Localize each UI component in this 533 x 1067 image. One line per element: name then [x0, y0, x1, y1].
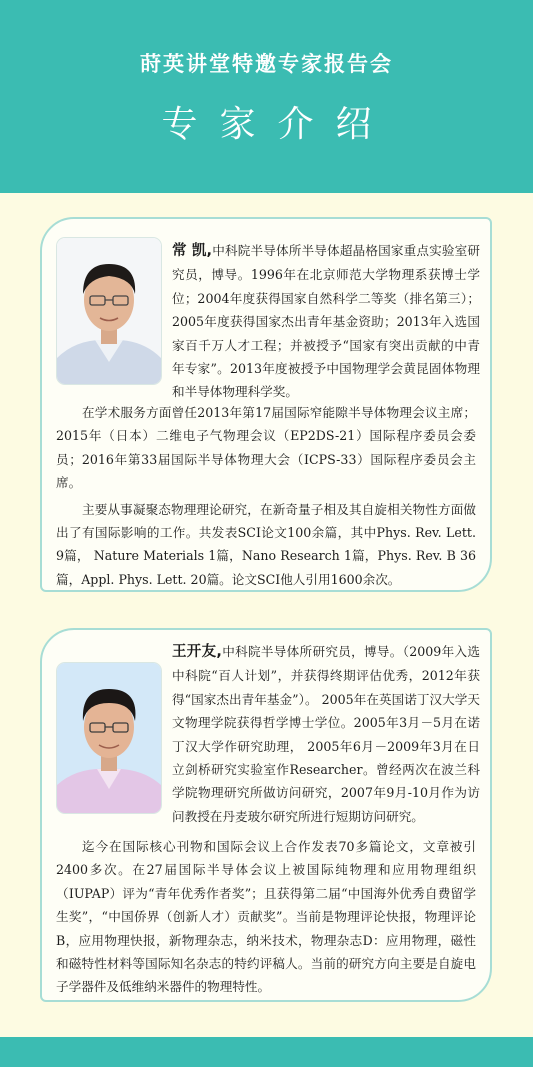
expert-name: 常 凯,	[172, 243, 213, 259]
expert-intro-text: 中科院半导体所研究员，博导。（2009年入选中科院“百人计划”，并获得终期评估优秀，2012年获得“国家杰出青年基金”）。 2005年在英国诺丁汉大学天文物理学院获得哲学博士学位。2005年3月－5月在诺丁汉大学作研究助理， 2005年6月－2009年3月在日立剑桥研究实验室作Researcher。曾经两次在波兰科学院物理研究所做访问研究，2007年9月-10月作为访问教授在丹麦玻尔研究所进行短期访问研究。	[172, 644, 480, 824]
expert-details	[56, 401, 476, 591]
expert-photo-chang-kai	[57, 238, 161, 384]
event-subtitle: 莳英讲堂特邀专家报告会	[140, 52, 393, 76]
expert-intro-text: 中科院半导体所半导体超晶格国家重点实验室研究员，博导。1996年在北京师范大学物理系获博士学位；2004年度获得国家自然科学二等奖（排名第三）；2005年度获得国家杰出青年基金资助；2013年入选国家百千万人才工程；并被授予“国家有突出贡献的中青年专家”。2013年度被授予中国物理学会黄昆固体物理和半导体物理科学奖。	[172, 243, 481, 400]
header-banner	[0, 0, 533, 193]
expert-intro	[172, 239, 480, 404]
research-paragraph: 主要从事凝聚态物理理论研究，在新奇量子相及其自旋相关物性方面做出了有国际影响的工作。共发表SCI论文100余篇，其中Phys. Rev. Lett. 9篇， Nature Materials 1篇，Nano Research 1篇，Phys. Rev. B 36篇，Appl. Phys. Lett. 20篇。论文SCI他人引用1600余次。	[56, 501, 476, 587]
page-title: 专家介绍	[161, 104, 394, 145]
expert-name: 王开友,	[172, 644, 222, 660]
academic-service-paragraph: 在学术服务方面曾任2013年第17届国际窄能隙半导体物理会议主席；2015年（日本）二维电子气物理会议（EP2DS-21）国际程序委员会委员；2016年第33届国际半导体物理大会（ICPS-33）国际程序委员会主席。	[56, 405, 476, 491]
expert-details	[56, 835, 476, 999]
expert-card-wang-kaiyou	[40, 628, 492, 1002]
expert-photo-wang-kaiyou	[57, 663, 161, 813]
expert-card-chang-kai	[40, 217, 492, 592]
achievements-paragraph: 迄今在国际核心刊物和国际会议上合作发表70多篇论文，文章被引2400多次。在27届国际半导体会议上被国际纯物理和应用物理组织（IUPAP）评为“青年优秀作者奖”；且获得第二届“中国海外优秀自费留学生奖”，“中国侨界（创新人才）贡献奖”。当前是物理评论快报，物理评论B，应用物理快报，新物理杂志，纳米技术，物理杂志D：应用物理，磁性和磁特性材料等国际知名杂志的特约评稿人。当前的研究方向主要是自旋电子学器件及低维纳米器件的物理特性。	[56, 839, 476, 995]
footer-banner	[0, 1037, 533, 1067]
expert-intro	[172, 640, 480, 828]
